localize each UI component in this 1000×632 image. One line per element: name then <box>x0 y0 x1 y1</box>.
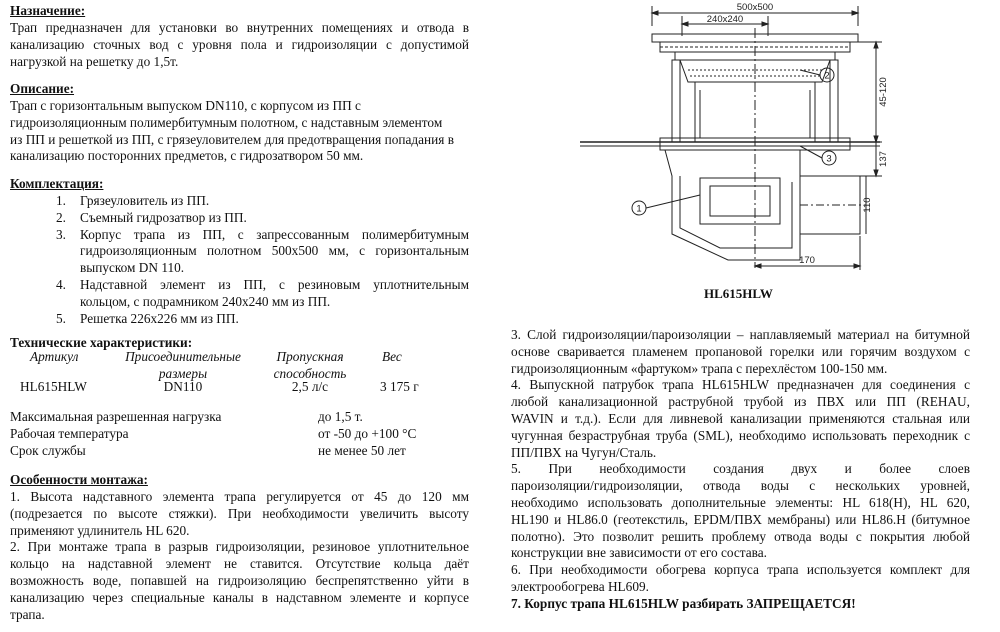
install-line: (подрезается по высоте стяжки). При необходимости увеличить высоту <box>10 505 469 521</box>
right-line: основе сваривается пламенем пропановой горелки или горячим воздухом с <box>511 343 970 359</box>
col-capacity-header-line2: способность <box>273 365 347 381</box>
right-line: полотно). Это позволит решить проблему отвода воды с покрытия любой <box>511 528 970 544</box>
kit-item <box>56 193 469 210</box>
water-seal <box>700 178 780 224</box>
right-line: 3. Слой гидроизоляции/пароизоляции – наплавляемый материал на битумной <box>511 327 970 342</box>
dim-label-height: 45-120 <box>878 77 889 107</box>
kit-item <box>56 311 469 328</box>
dim-label-110: 110 <box>862 197 873 213</box>
install-heading: Особенности монтажа: <box>10 472 148 487</box>
kit-heading: Комплектация: <box>10 176 104 191</box>
purpose-text <box>10 20 469 70</box>
dim-label-inner: 240x240 <box>706 14 744 25</box>
callout-2-label: 2 <box>824 70 830 82</box>
description-heading: Описание: <box>10 81 75 96</box>
purpose-line: Трап предназначен для установки во внутренних помещениях и отвода в <box>10 20 469 35</box>
kit-item-text: гидроизоляционным полотном 500х500 мм, с горизонтальным <box>80 243 469 259</box>
kit-item-text: выпуском DN 110. <box>80 260 185 276</box>
col-sizes-header-line1: Присоединительные <box>125 349 241 364</box>
param-load-label: Максимальная разрешенная нагрузка <box>10 409 222 424</box>
col-capacity-header <box>262 349 358 383</box>
right-line: 5. При необходимости создания двух и более слоев <box>511 461 970 477</box>
body-inner <box>680 176 792 248</box>
right-text <box>511 327 970 613</box>
description-line: гидроизоляционным полимербитумным полотном, с надставным элементом <box>10 114 443 130</box>
dim-label-outer: 500x500 <box>736 2 774 13</box>
row-weight: 3 175 г <box>380 379 419 394</box>
install-line: применяют удлинитель HL 620. <box>10 522 190 538</box>
install-text <box>10 489 469 623</box>
kit-item <box>56 227 469 277</box>
row-size: DN110 <box>163 379 203 394</box>
right-line: HL190 и HL86.0 (геотекстиль, EPDM/ПВХ мембраны) или HL86.H (битумное <box>511 511 970 527</box>
install-line: трапа. <box>10 606 45 622</box>
callout-3-label: 3 <box>826 153 832 165</box>
right-line: необходимо использовать дополнительные элементы: HL 618(H), HL 620, <box>511 494 970 510</box>
description-line: канализацию посторонних предметов, с гидрозатвором 50 мм. <box>10 148 364 164</box>
warning-line: 7. Корпус трапа HL615HLW разбирать ЗАПРЕЩАЕТСЯ! <box>511 595 856 611</box>
dim-label-137: 137 <box>878 151 889 167</box>
col-weight-header: Вес <box>382 349 402 364</box>
purpose-line: канализацию сточных вод с уровня пола и гидроизоляции с допустимой <box>10 36 469 52</box>
kit-item-number: 1. <box>56 193 66 208</box>
description-line: из ПП и решеткой из ПП, с грязеуловителем для предотвращения попадания в <box>10 131 455 147</box>
drawing-caption: HL615HLW <box>704 286 773 301</box>
param-temp-label: Рабочая температура <box>10 426 129 441</box>
col-sizes-header <box>118 349 248 383</box>
kit-item-text: кольцом, с подрамником 240х240 мм из ПП. <box>80 293 331 309</box>
right-line: WAVIN и т.д.). Если для ливневой канализации применяются стальная или <box>511 410 970 426</box>
right-line: конструкции вне зависимости от его состава. <box>511 545 768 561</box>
kit-item-text: Грязеуловитель из ПП. <box>80 193 210 208</box>
kit-item-number: 4. <box>56 276 66 292</box>
callout-1-label: 1 <box>636 203 642 215</box>
right-line: любой канализационной раструбной трубой из ПВХ или ПП (REHAU, <box>511 394 970 410</box>
drain-technical-drawing <box>560 0 900 280</box>
kit-item-number: 3. <box>56 226 66 242</box>
param-load-value: до 1,5 т. <box>318 409 363 424</box>
row-article: HL615HLW <box>20 379 87 394</box>
install-line: кольцо на надставной элемент не ставится. Отсутствие кольца даёт <box>10 556 469 572</box>
description-text <box>10 98 469 165</box>
right-line: электрообогрева HL609. <box>511 578 649 594</box>
purpose-line: нагрузкой на решетку до 1,5т. <box>10 53 179 69</box>
water-seal-inner <box>710 186 770 216</box>
kit-item-text: Съемный гидрозатвор из ПП. <box>80 209 247 225</box>
row-capacity: 2,5 л/с <box>291 379 329 394</box>
kit-item <box>56 210 469 227</box>
description-line: Трап с горизонтальным выпуском DN110, с корпусом из ПП с <box>10 98 361 113</box>
right-line: ПП/ПВХ на Чугун/Сталь. <box>511 444 657 460</box>
install-line: возможность воде, попавшей на гидроизоляцию беспрепятственно уйти в <box>10 572 469 588</box>
right-line: 6. При необходимости обогрева корпуса трапа используется комплект для <box>511 562 970 578</box>
param-life-value: не менее 50 лет <box>318 443 406 458</box>
col-article-header: Артикул <box>30 349 79 364</box>
param-temp-value: от -50 до +100 °С <box>318 426 417 441</box>
kit-item-text: Решетка 226х226 мм из ПП. <box>80 310 239 326</box>
col-capacity-header-line1: Пропускная <box>276 349 344 364</box>
right-line: чугунная безраструбная труба (SML), необходимо использовать переходник с <box>511 427 970 443</box>
kit-item-number: 5. <box>56 310 66 326</box>
col-sizes-header-line2: размеры <box>158 365 208 381</box>
kit-item <box>56 277 469 311</box>
kit-item-text: Надставной элемент из ПП, с резиновым уплотнительным <box>80 276 469 292</box>
install-line: канализацию через специальные каналы в надставном элементе и корпусе <box>10 589 469 605</box>
kit-item-text: Корпус трапа из ПП, с запрессованным полимербитумным <box>80 226 469 242</box>
kit-list <box>56 193 469 327</box>
right-line: пароизоляции/гидроизоляции, отвода воды с нескольких уровней, <box>511 478 970 494</box>
purpose-heading: Назначение: <box>10 3 86 18</box>
specs-heading: Технические характеристики: <box>10 335 193 350</box>
kit-item-number: 2. <box>56 209 66 225</box>
extension-wall-left <box>672 60 680 142</box>
param-life-label: Срок службы <box>10 443 86 458</box>
install-line: 2. При монтаже трапа в разрыв гидроизоляции, резиновое уплотнительное <box>10 539 469 555</box>
drain-body <box>665 150 860 260</box>
install-line: 1. Высота надставного элемента трапа регулируется от 45 до 120 мм <box>10 489 469 504</box>
right-line: гидроизоляционным «фартуком» трапа с перехлёстом 100-150 мм. <box>511 360 888 376</box>
right-line: 4. Выпускной патрубок трапа HL615HLW предназначен для соединения с <box>511 377 970 393</box>
extension-wall-right <box>830 60 838 142</box>
dim-label-170: 170 <box>799 255 815 266</box>
